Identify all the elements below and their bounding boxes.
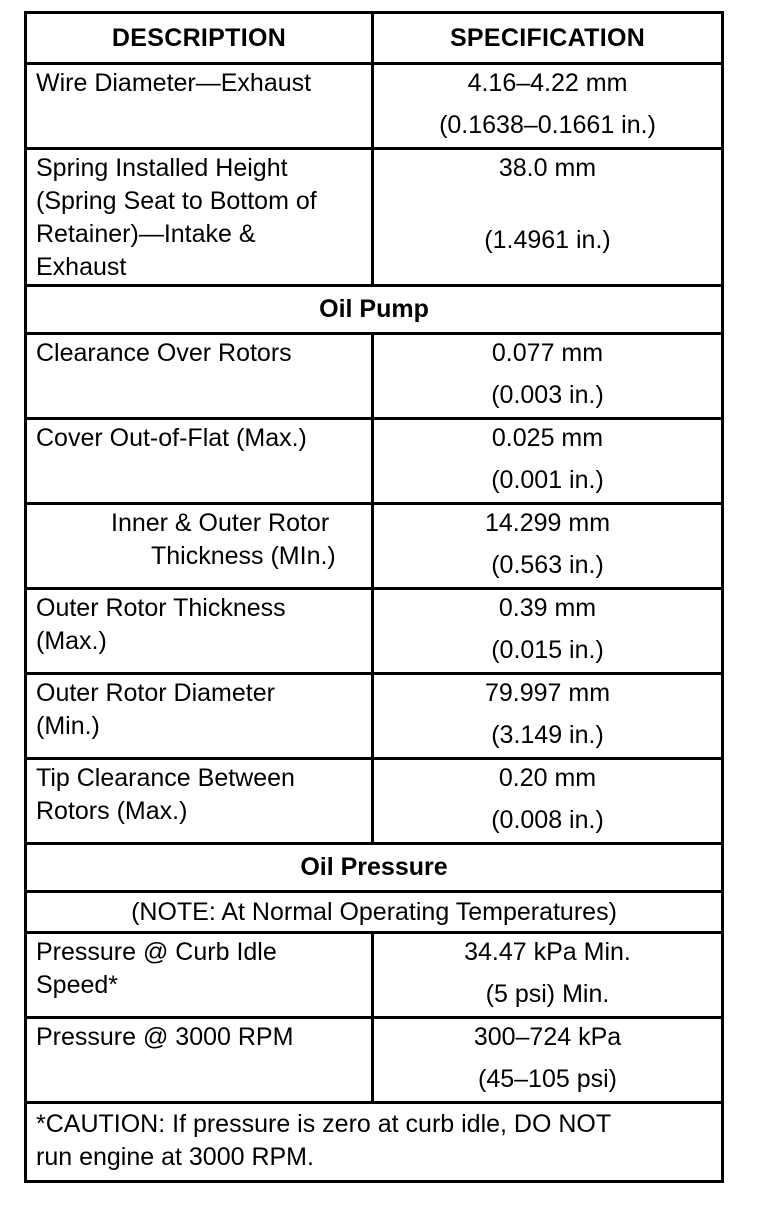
caution-line: *CAUTION: If pressure is zero at curb idle, DO NOT: [36, 1110, 612, 1138]
spec-metric: 4.16–4.22 mm: [467, 69, 628, 97]
row-specification: [373, 589, 723, 674]
section-title-oil-pressure: Oil Pressure: [26, 844, 723, 892]
row-description: Wire Diameter—Exhaust: [26, 64, 373, 149]
header-row: [26, 13, 723, 64]
table-row: [26, 1018, 723, 1103]
row-description: Pressure @ 3000 RPM: [26, 1018, 373, 1103]
spec-metric: 0.39 mm: [498, 594, 597, 622]
row-specification: [373, 1018, 723, 1103]
note-row: [26, 892, 723, 933]
desc-line: Inner & Outer Rotor: [111, 509, 330, 537]
desc-line: Tip Clearance Between: [36, 764, 295, 792]
spec-metric: 34.47 kPa Min.: [464, 938, 631, 966]
spec-imperial: (0.003 in.): [491, 381, 604, 409]
row-description: Cover Out-of-Flat (Max.): [26, 419, 373, 504]
table-row: [26, 759, 723, 844]
section-row: [26, 286, 723, 334]
specification-header: SPECIFICATION: [373, 13, 723, 64]
table-row: [26, 64, 723, 149]
caution-note: [26, 1103, 723, 1182]
row-specification: [373, 504, 723, 589]
spec-imperial: (5 psi) Min.: [485, 980, 610, 1008]
desc-line: Pressure @ Curb Idle: [36, 938, 277, 966]
spec-imperial: (0.1638–0.1661 in.): [439, 111, 656, 139]
section-row: [26, 844, 723, 892]
row-description: [26, 674, 373, 759]
oil-pressure-note: (NOTE: At Normal Operating Temperatures): [26, 892, 723, 933]
table-row: [26, 674, 723, 759]
table-row: [26, 504, 723, 589]
row-specification: [373, 149, 723, 286]
desc-line: (Max.): [36, 627, 107, 655]
row-description: Clearance Over Rotors: [26, 334, 373, 419]
spec-imperial: (0.008 in.): [491, 806, 604, 834]
desc-line: Spring Installed Height: [36, 154, 288, 182]
desc-line: Thickness (MIn.): [151, 542, 336, 570]
row-description: [26, 759, 373, 844]
table-row: [26, 149, 723, 286]
row-specification: [373, 759, 723, 844]
spec-imperial: (1.4961 in.): [484, 226, 611, 254]
spec-imperial: (0.001 in.): [491, 466, 604, 494]
row-specification: [373, 334, 723, 419]
desc-line: (Min.): [36, 712, 100, 740]
row-specification: [373, 64, 723, 149]
row-specification: [373, 933, 723, 1018]
desc-line: Outer Rotor Diameter: [36, 679, 275, 707]
table-row: [26, 589, 723, 674]
desc-line: Outer Rotor Thickness: [36, 594, 286, 622]
spec-metric: 0.077 mm: [491, 339, 604, 367]
spec-metric: 300–724 kPa: [473, 1023, 622, 1051]
spec-imperial: (0.015 in.): [491, 636, 604, 664]
specification-table: [24, 11, 724, 1183]
caution-line: run engine at 3000 RPM.: [36, 1143, 314, 1171]
spec-metric: 0.20 mm: [498, 764, 597, 792]
desc-line: Retainer)—Intake &: [36, 220, 256, 248]
row-specification: [373, 674, 723, 759]
spec-imperial: (45–105 psi): [478, 1065, 617, 1093]
row-description: [26, 504, 373, 589]
spec-metric: 0.025 mm: [491, 424, 604, 452]
row-description: [26, 149, 373, 286]
description-header: DESCRIPTION: [26, 13, 373, 64]
row-description: [26, 589, 373, 674]
spec-imperial: (3.149 in.): [491, 721, 604, 749]
spec-metric: 14.299 mm: [484, 509, 611, 537]
spec-metric: 79.997 mm: [484, 679, 611, 707]
table-row: [26, 334, 723, 419]
desc-line: (Spring Seat to Bottom of: [36, 187, 317, 215]
desc-line: Rotors (Max.): [36, 797, 188, 825]
row-description: [26, 933, 373, 1018]
table-row: [26, 419, 723, 504]
spec-metric: 38.0 mm: [498, 154, 597, 182]
caution-row: [26, 1103, 723, 1182]
table-row: [26, 933, 723, 1018]
row-specification: [373, 419, 723, 504]
desc-line: Speed*: [36, 971, 119, 999]
desc-line: Exhaust: [36, 253, 127, 281]
spec-imperial: (0.563 in.): [491, 551, 604, 579]
section-title-oil-pump: Oil Pump: [26, 286, 723, 334]
